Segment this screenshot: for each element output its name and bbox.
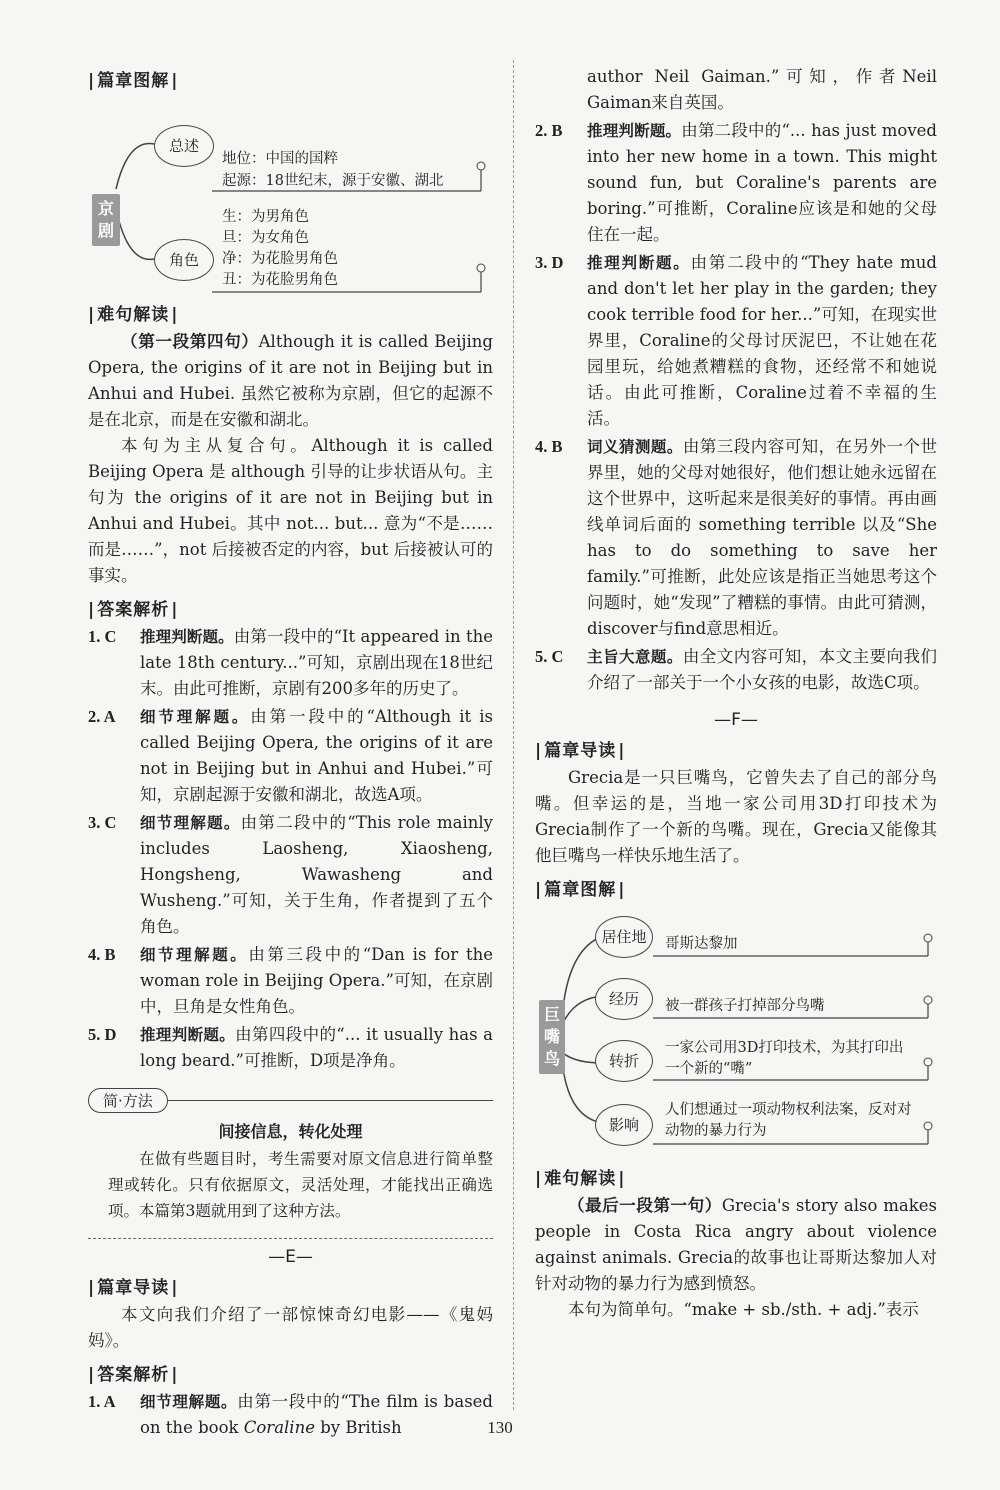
right-column: [535, 64, 937, 1323]
answer-text: by British: [314, 1418, 402, 1437]
diagram-center-label: 京剧: [92, 194, 120, 246]
method-title: 间接信息，转化处理: [218, 1122, 363, 1141]
page-number: 130: [487, 1418, 513, 1437]
answer-item: [88, 942, 493, 1020]
toucan-node-habitat: 居住地: [595, 916, 653, 958]
hard-sentence-f: [535, 1193, 937, 1297]
answer-type: 细节理解题。: [140, 946, 249, 964]
answer-number: 3. C: [88, 813, 117, 832]
answer-type: 推理判断题。: [140, 628, 234, 646]
answer-number: 2. B: [535, 121, 563, 140]
answer-text: 由第二段中的“... has just moved into her new home in a town. This might sound fun, but Coraline's parents are boring.”可推断，Coraline应该是和她的父母住在一起。: [587, 121, 937, 244]
guide-text: 本文向我们介绍了一部惊悚奇幻电影——《鬼妈妈》。: [88, 1305, 493, 1350]
answer-item: [535, 250, 937, 432]
answer-text: 由第二段中的“They hate mud and don't let her play in the garden; they cook terrible food for her...”可知，在现实世界里，Coraline的父母讨厌泥巴，不让她在花园里玩，给她煮糟糕的食物，还经常不和她说话。由此可推断，Coraline过着不幸福的生活。: [587, 253, 937, 428]
method-header: [88, 1088, 493, 1113]
answer-type: 推理判断题。: [587, 254, 691, 272]
answer-item: [535, 434, 937, 642]
answer-item: [535, 118, 937, 248]
toucan-diagram: [535, 908, 937, 1158]
part-e-title: —E—: [268, 1247, 313, 1267]
toucan-node-text: 哥斯达黎加: [665, 936, 738, 952]
hard-sentence: [88, 329, 493, 433]
guide-text-f: Grecia是一只巨嘴鸟，它曾失去了自己的部分鸟嘴。但幸运的是，当地一家公司用3D打印技术为Grecia制作了一个新的鸟嘴。现在，Grecia又能像其他巨嘴鸟一样快乐地生活了。: [535, 768, 937, 865]
answer-type: 词义猜测题。: [587, 438, 683, 456]
answer-number: 1. A: [88, 1392, 116, 1411]
answer-number: 5. C: [535, 647, 564, 666]
answer-item: [535, 644, 937, 696]
toucan-node-impact: 影响: [595, 1104, 653, 1146]
answer-number: 1. C: [88, 627, 117, 646]
hard-sentence-tag: （最后一段第一句）: [568, 1196, 722, 1215]
diagram-node-overview: 总述: [154, 125, 214, 167]
diagram-line: 地位：中国的国粹: [222, 151, 338, 167]
book-title: Coraline: [243, 1418, 315, 1437]
answer-text: 由第四段中的“... it usually has a long beard.”可推断，D项是净角。: [140, 1025, 493, 1070]
diagram-heading: | 篇章图解 |: [88, 66, 493, 91]
diagram-line: 丑：为花脸男角色: [222, 272, 338, 288]
answers-heading-e: | 答案解析 |: [88, 1360, 493, 1385]
method-tag: 简·方法: [88, 1088, 168, 1113]
hard-sentence-analysis-f: 本句为简单句。“make + sb./sth. + adj.”表示: [568, 1300, 919, 1319]
guide-heading: | 篇章导读 |: [88, 1273, 493, 1298]
answer-item: [88, 1022, 493, 1074]
diagram-line: 生：为男角色: [222, 209, 309, 225]
left-column: [88, 60, 493, 1443]
answer-list-right: [535, 118, 937, 696]
answer-type: 细节理解题。: [140, 708, 251, 726]
answer-number: 4. B: [535, 437, 563, 456]
answer-type: 细节理解题。: [140, 814, 241, 832]
hard-sentence-heading: | 难句解读 |: [88, 300, 493, 325]
toucan-node-turn: 转折: [595, 1040, 653, 1082]
hard-sentence-tag: （第一段第四句）: [121, 332, 259, 351]
answer-number: 3. D: [535, 253, 564, 272]
opera-diagram: [88, 99, 493, 294]
column-divider: [513, 60, 514, 1410]
diagram-line: 起源：18世纪末，源于安徽、湖北: [222, 173, 444, 189]
answer-item: [88, 704, 493, 808]
answer-type: 推理判断题。: [140, 1026, 236, 1044]
toucan-node-text: 人们想通过一项动物权利法案，反对对动物的暴力行为: [665, 1102, 912, 1139]
answer-text: 由第二段中的“This role mainly includes Laosheng, Xiaosheng, Hongsheng, Wawasheng and Wusheng.”可知，关于生角，作者提到了五个角色。: [140, 813, 493, 936]
hard-sentence-analysis: 本句为主从复合句。Although it is called Beijing Opera 是 although 引导的让步状语从句。主句为 the origins of it are not in Beijing but in Anhui and Hubei。其中 not... but... 意为“不是……而是……”，not 后接被否定的内容，but 后接被认可的事实。: [88, 436, 493, 585]
toucan-node-text: 一家公司用3D打印技术，为其打印出一个新的“嘴”: [665, 1040, 904, 1077]
hard-sentence-text: Although it is called Beijing Opera, the origins of it are not in Beijing but in Anhui and Hubei. 虽然它被称为京剧，但它的起源不是在北京，而是在安徽和湖北。: [88, 332, 493, 429]
answer-text: 由第一段中的“It appeared in the late 18th century...”可知，京剧出现在18世纪末。由此可推断，京剧有200多年的历史了。: [140, 627, 493, 698]
method-rule: [168, 1100, 493, 1101]
diagram-node-roles: 角色: [154, 239, 214, 281]
diagram-line: 旦：为女角色: [222, 230, 309, 246]
diagram-heading-f: | 篇章图解 |: [535, 875, 937, 900]
diagram-line: 净：为花脸男角色: [222, 251, 338, 267]
answer-type: 主旨大意题。: [587, 648, 683, 666]
answer-item: [88, 624, 493, 702]
answer-text: 由全文内容可知，本文主要向我们介绍了一部关于一个小女孩的电影，故选C项。: [587, 647, 937, 692]
answer-text: 由第三段中的“Dan is for the woman role in Beijing Opera.”可知，在京剧中，旦角是女性角色。: [140, 945, 493, 1016]
method-body: 在做有些题目时，考生需要对原文信息进行简单整理或转化。只有依据原文，灵活处理，才能找出正确选项。本篇第3题就用到了这种方法。: [108, 1150, 493, 1220]
answer-number: 4. B: [88, 945, 116, 964]
answer-type: 推理判断题。: [587, 122, 682, 140]
section-separator: [88, 1238, 493, 1239]
toucan-center-label: 巨嘴鸟: [539, 1000, 565, 1074]
answer-number: 5. D: [88, 1025, 117, 1044]
toucan-node-text: 被一群孩子打掉部分鸟嘴: [665, 998, 825, 1014]
answer-text: 由第三段内容可知，在另外一个世界里，她的父母对她很好，他们想让她永远留在这个世界中，这听起来是很美好的事情。再由画线单词后面的 something terrible 以及“She has to do something to save her family.”可推断，此处应该是指正当她思考这个问题时，她“发现”了糟糕的事情。由此可猜测，discover与find意思相近。: [587, 437, 937, 638]
part-f-title: —F—: [714, 710, 758, 730]
answer-type: 细节理解题。: [140, 1393, 238, 1411]
toucan-node-experience: 经历: [595, 978, 653, 1020]
answer-text: 由第一段中的“Although it is called Beijing Opera, the origins of it are not in Beijing but in Anhui and Hubei.”可知，京剧起源于安徽和湖北，故选A项。: [140, 707, 493, 804]
continued-answer-text: author Neil Gaiman.”可知，作者Neil Gaiman来自英国。: [587, 67, 937, 112]
guide-heading-f: | 篇章导读 |: [535, 736, 937, 761]
hard-sentence-heading-f: | 难句解读 |: [535, 1164, 937, 1189]
answer-item: [88, 810, 493, 940]
answer-number: 2. A: [88, 707, 116, 726]
answer-list: [88, 624, 493, 1074]
hard-sentence-text: Grecia's story also makes people in Costa Rica angry about violence against animals. Grecia的故事也让哥斯达黎加人对针对动物的暴力行为感到愤怒。: [535, 1196, 937, 1293]
answer-text: 由第一段中的“The film is based on the book: [140, 1392, 493, 1437]
answers-heading: | 答案解析 |: [88, 595, 493, 620]
